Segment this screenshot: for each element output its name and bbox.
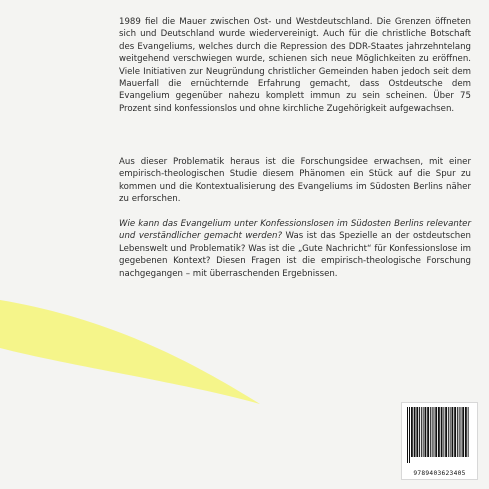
barcode-bar <box>411 407 413 457</box>
barcode-bar <box>452 407 454 457</box>
barcode-bar <box>434 407 435 457</box>
barcode-bar <box>443 407 444 457</box>
barcode-bar <box>462 407 464 457</box>
barcode-bar <box>454 407 456 457</box>
barcode-bar <box>419 407 420 457</box>
barcode-bar <box>409 407 410 463</box>
barcode-bar <box>450 407 451 457</box>
barcode-number: 9789403623405 <box>413 470 466 477</box>
barcode-bar <box>465 407 467 457</box>
paragraph-questions <box>119 218 471 280</box>
barcode-bars <box>406 407 475 463</box>
paragraph-intro: 1989 fiel die Mauer zwischen Ost- und Westdeutschland. Die Grenzen öffneten sich und Deutschland wurde wiedervereinigt. Auch für die christliche Botschaft des Evangeliums, welches durch die Repression des DDR-Staates jahrzehntelang weitgehend verschwiegen wurde, schienen sich neue Möglichkeiten zu eröffnen. Viele Initiativen zur Neugründung christlicher Gemeinden haben jedoch seit dem Mauerfall die ernüchternde Erfahrung gemacht, dass Ostdeutsche dem Evangelium gegenüber nahezu komplett immun zu sein scheinen. Über 75 Prozent sind konfessionslos und ohne kirchliche Zugehörigkeit aufgewachsen. <box>119 17 471 114</box>
question-italic: Wie kann das Evangelium unter Konfessionslosen im Südosten Berlins relevanter und verständlicher gemacht werden? <box>119 219 471 242</box>
barcode-bar <box>432 407 433 457</box>
barcode-bar <box>430 407 431 457</box>
isbn-barcode <box>401 402 478 480</box>
barcode-bar <box>407 407 408 463</box>
barcode-bar <box>459 407 460 457</box>
barcode-bar <box>448 407 449 457</box>
barcode-bar <box>438 407 440 457</box>
barcode-bar <box>414 407 416 457</box>
barcode-bar <box>445 407 447 457</box>
barcode-bar <box>421 407 422 457</box>
barcode-bar <box>457 407 458 457</box>
barcode-bar <box>435 407 437 457</box>
barcode-bar <box>461 407 462 457</box>
barcode-bar <box>468 407 469 457</box>
barcode-bar <box>441 407 443 457</box>
barcode-bar <box>423 407 424 457</box>
barcode-bar <box>416 407 418 457</box>
paragraph-research-idea: Aus dieser Problematik heraus ist die Forschungsidee erwachsen, mit einer empirisch-theologischen Studie diesem Phänomen ein Stück auf die Spur zu kommen und die Kontextualisierung des Evangeliums im Südosten Berlins näher zu erforschen. <box>119 157 471 205</box>
paragraph-questions-rest: Was ist das Spezielle an der ostdeutschen Lebenswelt und Problematik? Was ist die „Gute Nachricht“ für Konfessionslose im gegebenen Kontext? Diesen Fragen ist die empirisch-theologische Forschung nachgegangen – mit überraschenden Ergebnissen. <box>119 231 471 279</box>
barcode-bar <box>425 407 427 457</box>
barcode-bar <box>427 407 429 457</box>
